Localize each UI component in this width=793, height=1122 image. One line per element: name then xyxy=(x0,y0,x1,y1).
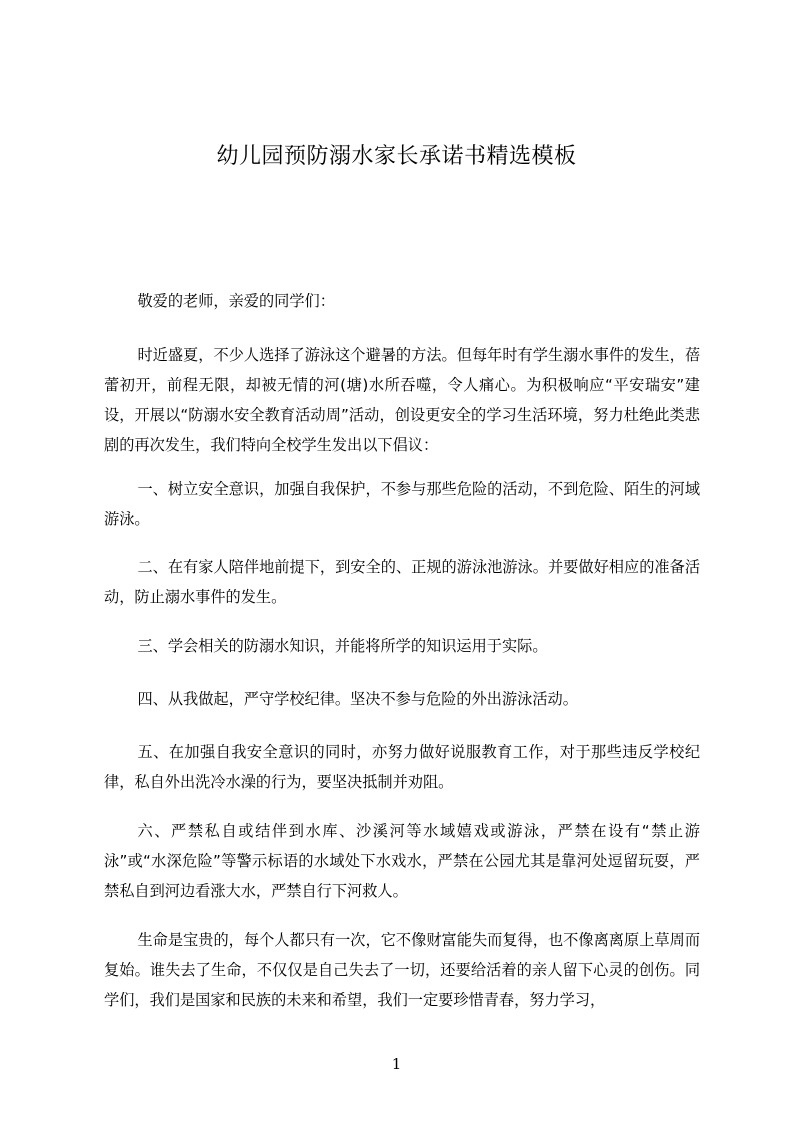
paragraph-item-4: 四、从我做起，严守学校纪律。坚决不参与危险的外出游泳活动。 xyxy=(137,690,578,708)
paragraph-item-5: 五、在加强自我安全意识的同时，亦努力做好说服教育工作，对于那些违反学校纪律，私自外出洗冷水澡的行为，要坚决抵制并劝阻。 xyxy=(104,743,700,791)
paragraph-intro: 时近盛夏，不少人选择了游泳这个避暑的方法。但每年时有学生溺水事件的发生，蓓蕾初开，前程无限，却被无情的河(塘)水所吞噬，令人痛心。为积极响应“平安瑞安”建设，开展以“防溺水安全教育活动周”活动，创设更安全的学习生活环境，努力杜绝此类悲剧的再次发生，我们特向全校学生发出以下倡议： xyxy=(104,346,700,454)
page-number: 1 xyxy=(391,1055,402,1073)
greeting-line: 敬爱的老师，亲爱的同学们： xyxy=(137,292,335,310)
paragraph-item-1: 一、树立安全意识，加强自我保护，不参与那些危险的活动，不到危险、陌生的河域游泳。 xyxy=(104,480,700,528)
document-title: 幼儿园预防溺水家长承诺书精选模板 xyxy=(216,144,577,169)
paragraph-item-3: 三、学会相关的防溺水知识，并能将所学的知识运用于实际。 xyxy=(137,637,548,655)
paragraph-conclusion: 生命是宝贵的，每个人都只有一次，它不像财富能失而复得，也不像离离原上草周而复始。谁失去了生命，不仅仅是自己失去了一切，还要给活着的亲人留下心灵的创伤。同学们，我们是国家和民族的未来和希望，我们一定要珍惜青春，努力学习， xyxy=(104,931,700,1009)
paragraph-item-6: 六、严禁私自或结伴到水库、沙溪河等水域嬉戏或游泳，严禁在设有“禁止游泳”或“水深危险”等警示标语的水域处下水戏水，严禁在公园尤其是靠河处逗留玩耍，严禁私自到河边看涨大水，严禁自行下河救人。 xyxy=(104,822,700,900)
paragraph-item-2: 二、在有家人陪伴地前提下，到安全的、正规的游泳池游泳。并要做好相应的准备活动，防止溺水事件的发生。 xyxy=(104,558,700,606)
